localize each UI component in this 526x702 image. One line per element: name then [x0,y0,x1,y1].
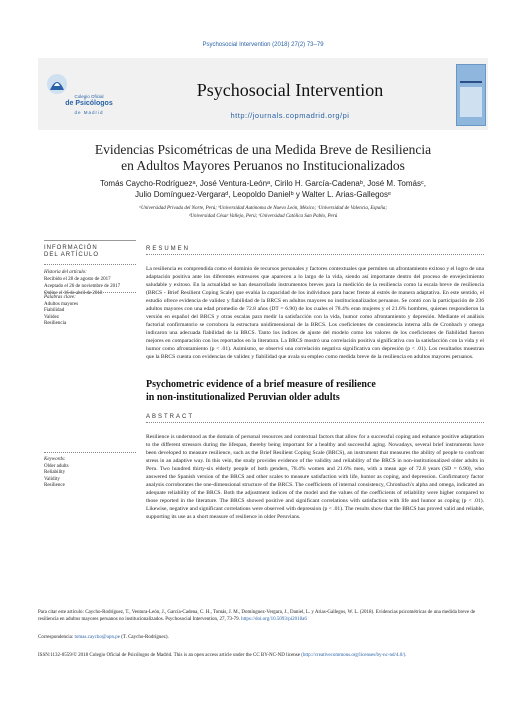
doi-link[interactable]: https://doi.org/10.5093/pi2018a6 [241,616,307,622]
keyword-en-item: Reliability [44,470,66,475]
abstract-text: Resilience is understood as the domain of personal resources and contextual factors that allow for a successful coping and enhance positive adaptation to the different stressors during the lifespan, thereby being important for a healthy and successful aging. Nowadays, several brief instruments have been developed to measure resilience, such as the Brief Resilient Coping Scale (BRCS), an instrument that measures the ability of people to confront stress in an adaptive way. In this vein, the study provides evidence of the validity and reliability of the BRCS in non-institutionalized older adults in Peru. Two hundred thirty-six elderly people of both genders, 78.4% women and 21.6% men, with a mean age of 72.8 years (SD = 6.90), who answered the Spanish version of the BRCS and other scales to measure satisfaction with life, humor as coping, and depression. Confirmatory factor analysis corroborates the one-dimensional structure of the BRCS. The coefficients of internal consistency, Chronbach's alpha and omega, indicated an adequate reliability of the BRCS. Both the adjustment indices of the model and the values of the coefficients of reliability were higher compared to those reported in the literature. The BRCS showed positive and significant correlations with satisfaction with life and humor as coping (p < .01). Likewise, negative and significant correlations were observed with depression (p < .01). The results show that the BRCS has proved valid and reliable, supporting its use as a short measure of resilience in older Peruvians. [146,434,484,520]
issn-license [38,653,488,660]
abstract-heading: ABSTRACT [146,414,484,423]
article-title [40,142,486,174]
resumen-text: La resiliencia es comprendida como el dominio de recursos personales y factores contextuales que permiten un afrontamiento exitoso y el logro de una adaptación positiva ante los diferentes estresores que aparecen a lo largo de la vida, siendo así importante dentro del proceso de envejecimiento saludable y exitoso. En la actualidad se han desarrollado instrumentos breves para la medición de la resiliencia como la escala breve de resiliencia (BRCS - Brief Resilient Coping Scale) que evalúa la capacidad de los individuos para hacer frente al estrés de manera adaptativa. En este sentido, el estudio ofrece evidencia de validez y fiabilidad de la BRCS en adultos mayores no institucionalizados peruanos. Se contó con la participación de 236 adultos mayores con una edad promedio de 72.8 años (DT = 6.90) de los cuales el 78.4% eran mujeres y el 21.6% hombres, quienes respondieron la versión en español del BRCS y otras escalas para medir la satisfacción con la vida, humor como afrontamiento y depresión. Mediante el análisis factorial confirmatorio se corrobora la estructura unidimensional de la BRCS. Los coeficientes de consistencia interna alfa de Cronbach y omega indicaron una adecuada fiabilidad de la BRCS. Tanto los índices de ajuste del modelo como los valores de los coeficientes de fiabilidad fueron mejores en comparación con los reportados en la literatura. La BRCS mostró una correlación positiva significativa con la satisfacción con la vida y el humor como afrontamiento (p < .01). Asimismo, se observó una correlación negativa significativa con depresión (p < .01). Los resultados muestran que la BRCS cuenta con evidencias de validez y fiabilidad que avala su empleo como medida breve de la resiliencia en adultos mayores peruanos. [146,266,484,360]
article-title-line-2: en Adultos Mayores Peruanos no Institucionalizados [121,158,405,173]
article-info-heading-line-2: DEL ARTÍCULO [44,252,100,258]
keyword-es-item: Resiliencia [44,321,67,326]
keyword-es-item: Adultos mayores [44,301,79,307]
online-date: Online el 16 de abril de 2018 [44,291,103,296]
keywords-en-label: Keywords: [44,457,66,462]
affiliations-line-2: ᵈUniversidad César Vallejo, Perú; ᵉUniversidad Católica San Pablo, Perú [188,214,338,219]
article-info-heading [44,240,136,259]
journal-citation-line: Psychosocial Intervention (2018) 27(2) 73–79 [202,42,324,48]
affiliations-line-1: ᵃUniversidad Privada del Norte, Perú; ᵇUniversidad Autónoma de Nuevo León, México; ᶜUniversidad de Valencia, España; [139,206,387,211]
logo-text-1: Colegio Oficial [74,94,104,99]
keyword-es-item: Fiabilidad [44,308,65,313]
keyword-es-item: Validez [44,314,59,320]
citation-text: Para citar este artículo: Caycho-Rodríguez, T., Ventura-León, J., García-Cadena, C. H., Tomás, J. M., Domínguez-Vergara, J., Daniel, L. y Arias-Gallegos, W. L. (2018). Evidencias psicométricas de una medida breve de resiliencia en adultos mayores peruanos no institucionalizados. Psychosocial Intervention, 27, 73-79. [38,610,476,622]
correspondence [38,635,488,642]
citation-note [38,610,488,623]
journal-url-link[interactable]: http://journals.copmadrid.org/pi [230,111,350,120]
authors-line-1: Tomás Caycho-Rodríguezᵃ, José Ventura-Leónᵃ, Cirilo H. García-Cadenaᵇ, José M. Tomásᶜ, [99,179,427,188]
english-title [146,378,484,404]
english-title-line-1: Psychometric evidence of a brief measure of resilience [146,379,376,390]
article-title-line-1: Evidencias Psicométricas de una Medida Breve de Resiliencia [94,142,432,157]
journal-cover-thumbnail [456,64,486,126]
cover-title-bar [460,81,482,83]
english-title-line-2: in non-institutionalized Peruvian older adults [146,392,340,403]
logo-mark-icon [46,72,68,96]
keywords-es-label: Palabras clave: [44,295,76,300]
keywords-en [44,452,136,490]
keyword-en-item: Older adults [44,463,69,469]
received-date: Recibido el 28 de agosto de 2017 [44,277,111,282]
journal-name: Psychosocial Intervention [196,80,384,100]
authors-line-2: Julio Domínguez-Vergaraᵈ, Leopoldo Danielᵇ y Walter L. Arias-Gallegosᵉ [135,190,391,199]
correspondence-email-link[interactable]: tomas.caycho@upn.pe [74,635,120,640]
keyword-en-item: Resilience [44,483,65,488]
logo-text-3: de Madrid [74,110,104,115]
correspondence-label: Correspondencia: [38,635,74,640]
author-list [40,178,486,200]
keyword-en-item: Validity [44,476,60,482]
article-info-heading-line-1: INFORMACIÓN [44,245,98,251]
cover-body [460,87,482,117]
publisher-logo [44,66,134,122]
logo-text-2: de Psicólogos [65,100,113,107]
history-label: Historia del artículo: [44,270,87,275]
license-link[interactable]: (http://creativecommons.org/licenses/by-nc-nd/4.0/). [301,653,407,658]
affiliations [40,205,486,221]
resumen-heading: RESUMEN [146,246,484,255]
accepted-date: Aceptado el 26 de noviembre de 2017 [44,284,121,289]
correspondence-name: (T. Caycho-Rodríguez). [121,635,169,640]
keywords-es [44,292,136,328]
issn-text: ISSN:1132-0559/© 2018 Colegio Oficial de Psicólogos de Madrid. This is an open access article under the CC BY-NC-ND license [38,653,300,658]
